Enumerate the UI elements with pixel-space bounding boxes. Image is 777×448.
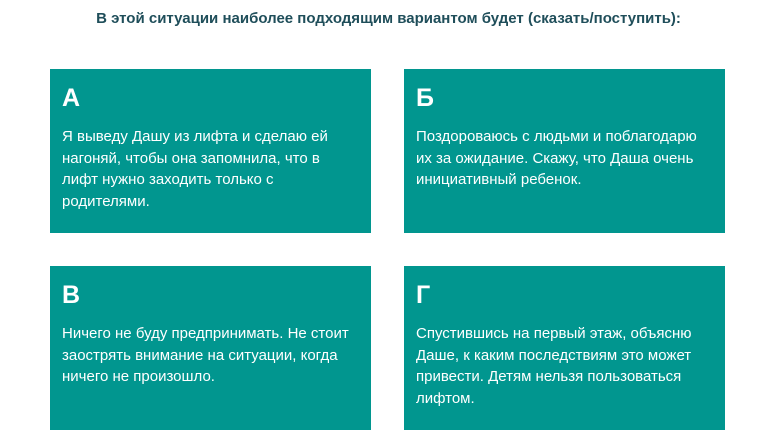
option-letter: В xyxy=(62,281,81,309)
option-card-a[interactable] xyxy=(50,69,371,233)
option-text: Спустившись на первый этаж, объясню Даше, к каким последствиям это может привести. Детям нельзя пользоваться лифтом. xyxy=(416,325,692,407)
option-letter: Б xyxy=(416,84,434,112)
option-text: Поздороваюсь с людьми и поблагодарю их за ожидание. Скажу, что Даша очень инициативный ребенок. xyxy=(416,128,697,188)
option-letter: А xyxy=(62,84,81,112)
option-card-d[interactable] xyxy=(404,266,725,430)
option-card-c[interactable] xyxy=(50,266,371,430)
option-letter: Г xyxy=(416,281,431,309)
option-text: Ничего не буду предпринимать. Не стоит заострять внимание на ситуации, когда ничего не произошло. xyxy=(62,325,349,385)
option-card-b[interactable] xyxy=(404,69,725,233)
option-text: Я выведу Дашу из лифта и сделаю ей нагоняй, чтобы она запомнила, что в лифт нужно заходить только с родителями. xyxy=(62,128,328,210)
question-title: В этой ситуации наиболее подходящим вариантом будет (сказать/поступить): xyxy=(96,10,681,27)
